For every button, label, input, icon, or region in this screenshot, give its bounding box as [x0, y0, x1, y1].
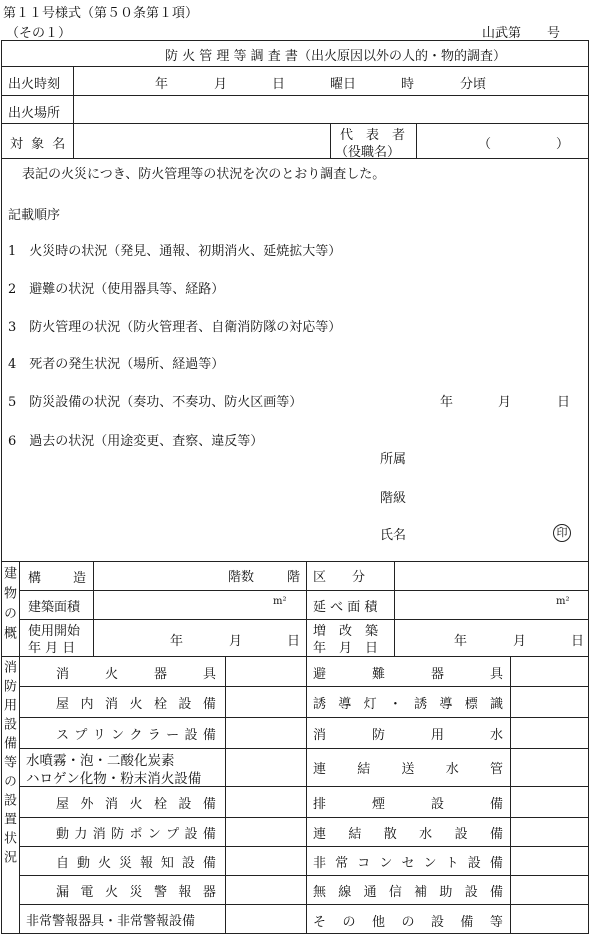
equipment-left-item: 屋 内 消 火 栓 設 備	[56, 696, 216, 712]
equipment-right-item: 避 難 器 具	[313, 666, 503, 682]
renovation-month: 月	[513, 634, 527, 649]
building-area-unit: m²	[273, 596, 287, 607]
list-item: 3 防火管理の状況（防火管理者、自衛消防隊の対応等）	[8, 320, 342, 335]
form-number: 第１１号様式（第５０条第１項）	[3, 6, 199, 21]
equipment-left-multi-2: ハロゲン化物・粉末消火設備	[26, 771, 202, 787]
list-item: 5 防災設備の状況（奏功、不奏功、防火区画等）	[8, 395, 303, 410]
equipment-right-item: 消 防 用 水	[313, 727, 503, 743]
intro-text: 表記の火災につき、防火管理等の状況を次のとおり調査した。	[22, 167, 386, 182]
form-subtitle: （出火原因以外の人的・物的調査）	[297, 49, 506, 64]
time-unit-hour: 時	[401, 77, 415, 92]
list-item: 6 過去の状況（用途変更、査察、違反等）	[8, 434, 264, 449]
equipment-left-item: 漏 電 火 災 警 報 器	[56, 884, 216, 900]
equipment-left-item: 自 動 火 災 報 知 設 備	[56, 855, 216, 871]
affiliation-label: 所属	[380, 452, 407, 467]
equipment-left-item: 動 力 消 防 ポ ン プ 設 備	[56, 826, 216, 842]
reference-number: 山武第 号	[482, 26, 561, 41]
total-floor-area-label: 延 べ 面 積	[313, 600, 378, 615]
time-unit-day: 日	[272, 77, 286, 92]
equipment-right-item: 連 結 送 水 管	[313, 761, 503, 777]
list-item: 2 避難の状況（使用器具等、経路）	[8, 282, 225, 297]
renovation-year: 年	[454, 634, 468, 649]
equipment-right-item: そ の 他 の 設 備 等	[313, 914, 503, 930]
seal-mark: 印	[553, 524, 571, 542]
floors-unit: 階	[287, 570, 301, 585]
equipment-right-item: 誘 導 灯 ・ 誘 導 標 識	[313, 696, 503, 712]
report-date-day: 日	[557, 395, 571, 410]
equipment-left-multi-1: 水噴霧・泡・二酸化炭素	[26, 753, 175, 769]
equipment-status-label: 消防用設備等の設置状況	[1, 660, 16, 869]
equipment-right-item: 無 線 通 信 補 助 設 備	[313, 884, 503, 900]
equipment-left-item: 屋 外 消 火 栓 設 備	[56, 796, 216, 812]
renovation-label-2: 年 月 日	[313, 641, 379, 656]
use-start-label-2: 年 月 日	[28, 641, 76, 656]
equipment-right-item: 連 結 散 水 設 備	[313, 826, 503, 842]
time-unit-month: 月	[214, 77, 228, 92]
rank-label: 階級	[380, 491, 407, 506]
name-label: 氏名	[380, 528, 407, 543]
renovation-day: 日	[571, 634, 585, 649]
outbreak-time-label: 出火時刻	[8, 77, 61, 92]
report-date-month: 月	[498, 395, 512, 410]
time-unit-weekday: 曜日	[330, 77, 357, 92]
equipment-left-item: ス プ リ ン ク ラ ー 設 備	[56, 727, 216, 743]
renovation-label: 増 改 築	[313, 624, 379, 639]
total-floor-area-unit: m²	[556, 596, 570, 607]
floors-label: 階数	[228, 570, 255, 585]
equipment-left-item: 消 火 器 具	[56, 666, 216, 682]
representative-label: 代 表 者	[340, 128, 406, 143]
time-unit-minute: 分頃	[460, 77, 487, 92]
use-start-year: 年	[170, 634, 184, 649]
time-unit-year: 年	[155, 77, 169, 92]
use-start-month: 月	[229, 634, 243, 649]
equipment-right-item: 排 煙 設 備	[313, 796, 503, 812]
division-label: 区 分	[313, 570, 366, 585]
equipment-left-item: 非常警報器具・非常警報設備	[26, 914, 196, 929]
outbreak-place-label: 出火場所	[8, 106, 61, 121]
target-name-label: 対 象 名	[10, 137, 68, 152]
building-area-label: 建築面積	[28, 600, 81, 615]
list-item: 1 火災時の状況（発見、通報、初期消火、延焼拡大等）	[8, 244, 342, 259]
building-overview-label: 建物の概	[1, 566, 16, 646]
use-start-day: 日	[287, 634, 301, 649]
list-item: 4 死者の発生状況（場所、経過等）	[8, 357, 225, 372]
report-date-year: 年	[440, 395, 454, 410]
representative-position-paren: （ ）	[478, 137, 570, 152]
use-start-label: 使用開始	[28, 624, 81, 639]
order-title: 記載順序	[8, 208, 61, 223]
equipment-right-item: 非 常 コ ン セ ン ト 設 備	[313, 855, 503, 871]
structure-label: 構 造	[28, 570, 86, 586]
representative-position-label: （役職名）	[335, 145, 401, 160]
form-title: 防 火 管 理 等 調 査 書（出火原因以外の人的・物的調査）	[165, 49, 506, 64]
form-sub-number: （その１）	[6, 26, 72, 41]
